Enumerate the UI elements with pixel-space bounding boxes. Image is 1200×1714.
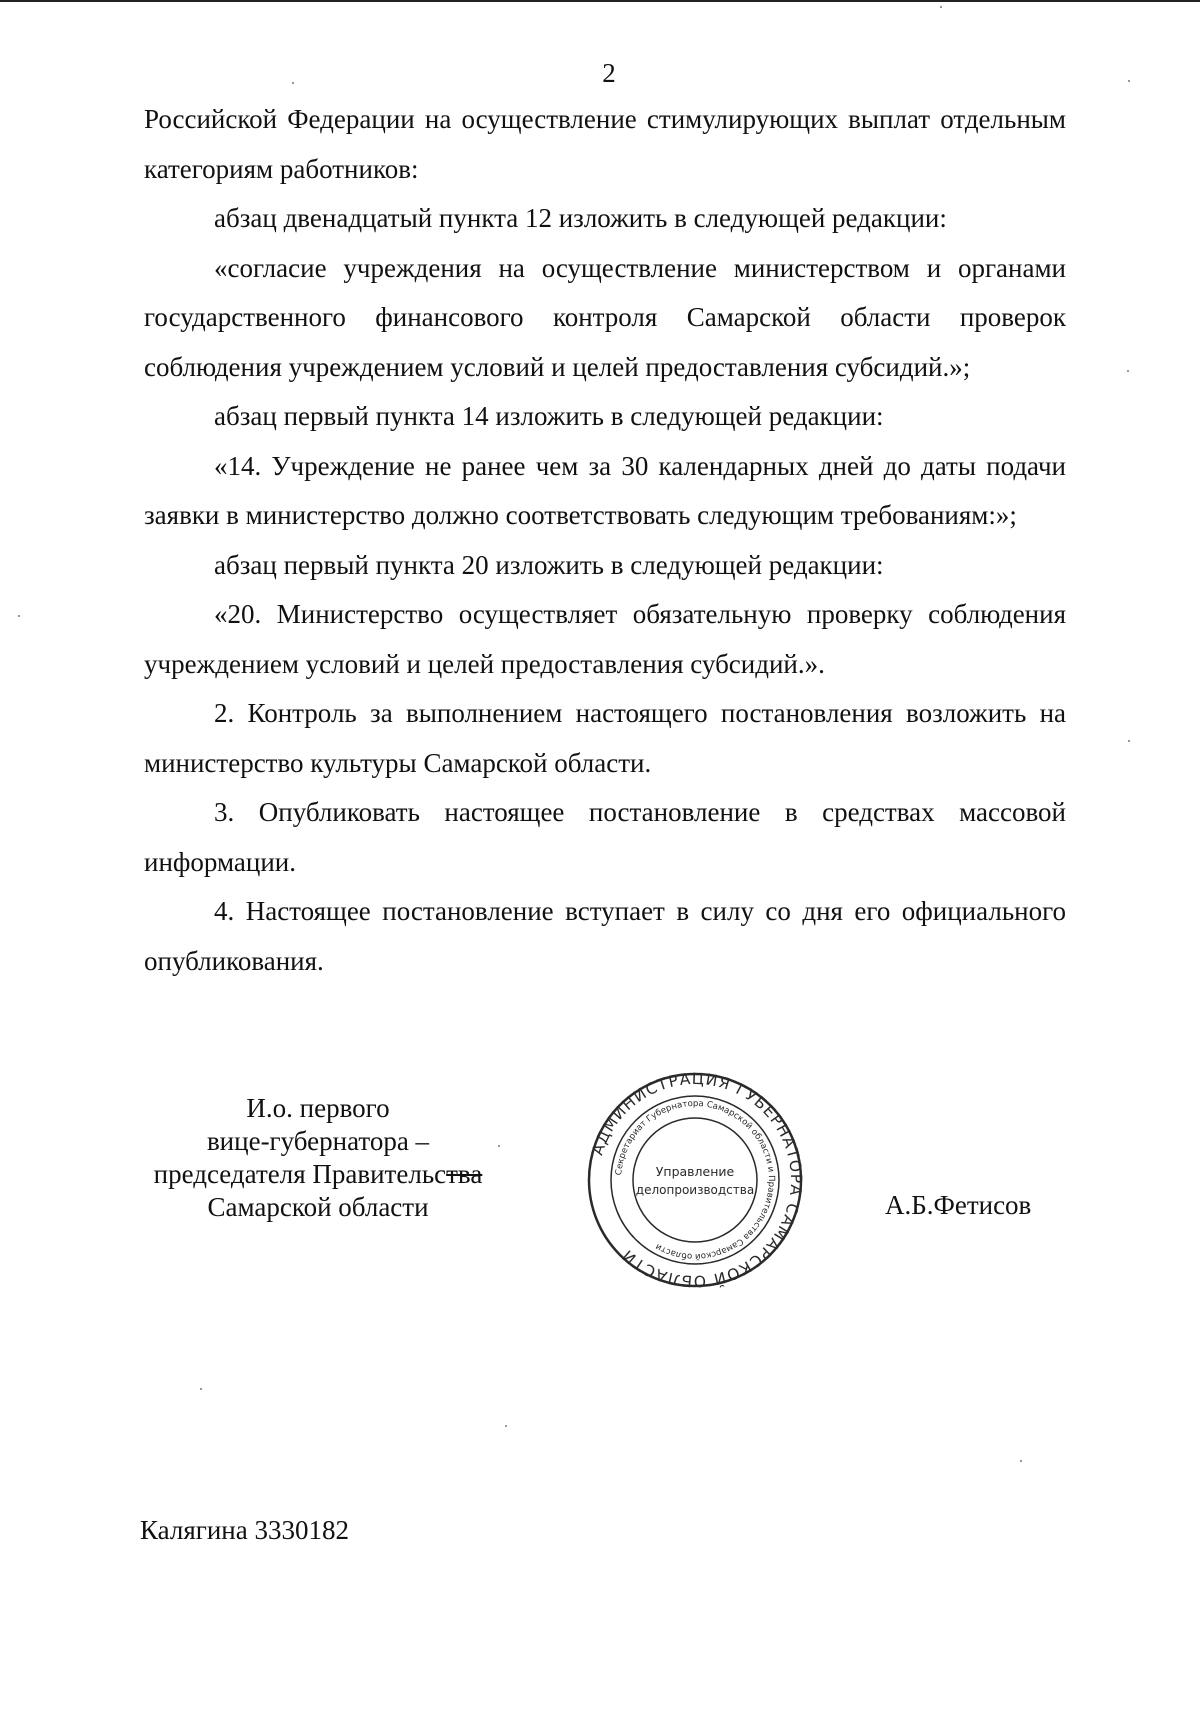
signatory-title-line: И.о. первого [246, 1093, 390, 1123]
signatory-title-text: председателя Правительс [153, 1159, 447, 1189]
scan-speck [1127, 370, 1129, 372]
signatory-name: А.Б.Фетисов [885, 1190, 1032, 1220]
signatory-title-line [128, 1158, 508, 1191]
paragraph-continuation: Российской Федерации на осуществление стимулирующих выплат отдельным категориям работников: [144, 104, 1066, 184]
page-number: 2 [602, 58, 616, 88]
signatory-title-line: Самарской области [207, 1192, 429, 1222]
scan-speck [292, 82, 294, 84]
document-body [144, 95, 1066, 986]
paragraph-item-2: 2. Контроль за выполнением настоящего постановления возложить на министерство культуры Самарской области. [144, 698, 1066, 778]
seal-center-line: Управление [655, 1164, 735, 1179]
scan-speck [505, 1425, 507, 1427]
scan-speck [940, 6, 942, 8]
scan-speck [1128, 80, 1130, 82]
seal-inner-text: Секретариат Губернатора Самарской области и Правительства Самарской области [614, 1098, 777, 1262]
paragraph-item-4: 4. Настоящее постановление вступает в силу со дня его официального опубликования. [144, 896, 1066, 976]
scan-speck [18, 615, 20, 617]
scan-speck [1020, 1460, 1022, 1462]
seal-middle-ring [611, 1096, 779, 1264]
scan-speck [498, 1145, 500, 1147]
paragraph-quote-20: «20. Министерство осуществляет обязательную проверку соблюдения учреждением условий и целей предоставления субсидий.». [144, 599, 1066, 679]
executor-contact: Калягина 3330182 [140, 1515, 349, 1545]
paragraph-amend-p14: абзац первый пункта 14 изложить в следующей редакции: [214, 401, 884, 431]
seal-center-line: делопроизводства [635, 1183, 755, 1197]
scan-speck [1128, 740, 1130, 742]
official-seal-stamp [585, 1070, 805, 1290]
signatory-title-struck-text: тва [446, 1159, 483, 1189]
paragraph-amend-p12: абзац двенадцатый пункта 12 изложить в следующей редакции: [214, 203, 947, 233]
signatory-title-line: вице-губернатора – [206, 1126, 430, 1156]
scan-speck [200, 1388, 202, 1390]
scan-top-edge [0, 0, 1200, 2]
paragraph-amend-p20: абзац первый пункта 20 изложить в следующей редакции: [214, 549, 884, 580]
seal-outer-text: АДМИНИСТРАЦИЯ ГУБЕРНАТОРА САМАРСКОЙ ОБЛАСТИ [588, 1070, 805, 1290]
seal-inner-ring [633, 1118, 757, 1242]
signatory-title [128, 1092, 508, 1224]
paragraph-quote-consent: «согласие учреждения на осуществление министерством и органами государственного финансового контроля Самарской области проверок соблюдения учреждением условий и целей предоставления субсидий.»; [144, 252, 1066, 382]
paragraph-quote-14: «14. Учреждение не ранее чем за 30 календарных дней до даты подачи заявки в министерство должно соответствовать следующим требованиям:»; [144, 450, 1066, 530]
paragraph-item-3: 3. Опубликовать настоящее постановление в средствах массовой информации. [144, 797, 1066, 877]
